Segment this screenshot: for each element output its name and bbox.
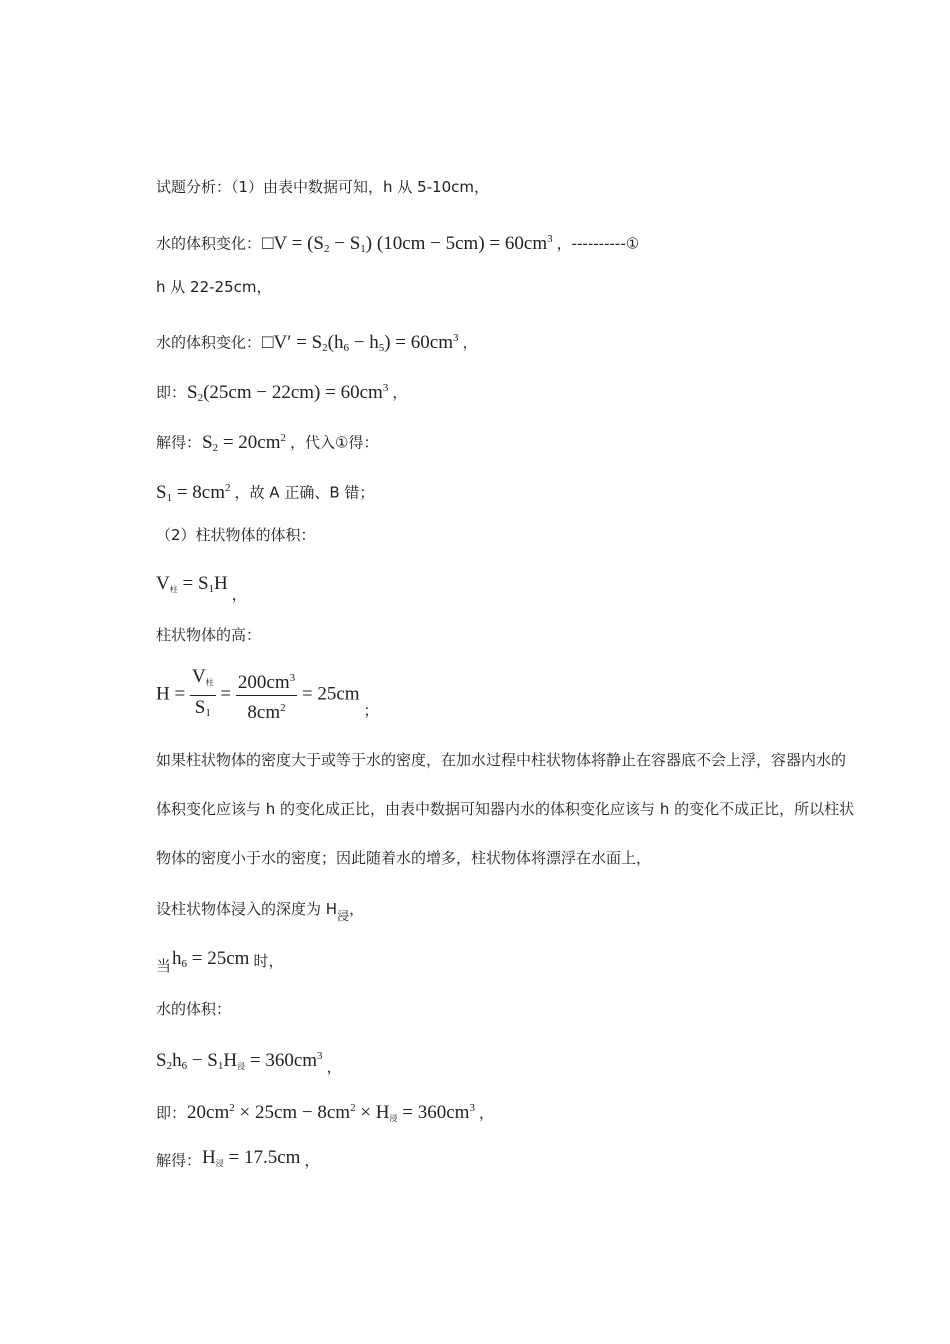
line-column-height: 柱状物体的高：: [156, 626, 262, 644]
formula-height-h: H = $\frac{V_柱}{S_1}$ = $\frac{200cm^3}{8cm^2}$ = 25cm: [156, 666, 360, 723]
formula-h6-value: $h_6 = 25cm$: [172, 948, 250, 970]
line-solve-s2: 解得：$S_2 = 20cm^2$ ，代入①得：: [156, 428, 378, 458]
fraction-v-over-s1: $\frac{V_柱}{S_1}$: [191, 666, 214, 719]
line-i-e-2: 即：$20cm^2 \times 25cm - 8cm^2 \times H_浸 = 360cm^3$ ，: [156, 1098, 494, 1129]
formula-numeric-equation: $20cm^2 \times 25cm - 8cm^2 \times H_浸 = 360cm^3$: [187, 1102, 475, 1123]
line-volume-change-1: 水的体积变化：□V = $(S_2 - S_1) (10cm - 5cm) = 60cm^3$ ，----------①: [156, 229, 639, 259]
fraction-200-over-8: $\frac{200cm^3}{8cm^2}$: [236, 667, 297, 724]
line-i-e-1: 即：$S_2(25cm - 22cm) = 60cm^3$ ，: [156, 378, 407, 408]
line-immersion-depth: 设柱状物体浸入的深度为 $H_浸$，: [156, 900, 365, 923]
line-height-formula: H = $\frac{V_柱}{S_1}$ = $\frac{200cm^3}{8cm^2}$ = 25cm；: [156, 666, 379, 723]
paragraph-line-2: 体积变化应该与 h 的变化成正比，由表中数据可知器内水的体积变化应该与 h 的变化不成正比，所以柱状: [156, 800, 855, 818]
formula-s1-value: $S_1 = 8cm^2$: [156, 482, 231, 504]
line-volume-equation: $S_2h_6 - S_1H_浸 = 360cm^3$，: [156, 1046, 342, 1077]
formula-s2-equation: $S_2(25cm - 22cm) = 60cm^3$: [187, 382, 389, 404]
paragraph-line-3: 物体的密度小于水的密度；因此随着水的增多，柱状物体将漂浮在水面上，: [156, 849, 652, 867]
line-water-volume: 水的体积：: [156, 1000, 232, 1018]
formula-volume-equation: $S_2h_6 - S_1H_浸 = 360cm^3$: [156, 1050, 323, 1072]
line-v-column: $V_柱 = S_1H$，: [156, 573, 247, 604]
formula-delta-v: □V = $(S_2 - S_1) (10cm - 5cm) = 60cm^3$: [262, 233, 553, 255]
line-s1-result: $S_1 = 8cm^2$ ，故 A 正确、B 错；: [156, 478, 374, 508]
formula-s2-value: $S_2 = 20cm^2$: [202, 432, 287, 454]
formula-h-immersed-value: $H_浸 = 17.5cm$: [202, 1147, 301, 1168]
line-analysis-intro: 试题分析：（1）由表中数据可知，h 从 5-10cm，: [156, 178, 489, 196]
line-solve-h-immersed: 解得：$H_浸 = 17.5cm$ ，: [156, 1148, 319, 1174]
formula-v-column: $V_柱 = S_1H$: [156, 573, 228, 595]
paragraph-line-1: 如果柱状物体的密度大于或等于水的密度，在加水过程中柱状物体将静止在容器底不会上浮，容器内水的: [156, 751, 847, 769]
line-h-range-2: h 从 22-25cm，: [156, 278, 272, 296]
formula-delta-v-prime: □V′ = $S_2(h_6 - h_5) = 60cm^3$: [262, 332, 459, 354]
line-part-2-volume: （2）柱状物体的体积：: [156, 526, 316, 544]
line-when-h6: 当$h_6 = 25cm$ 时，: [156, 948, 284, 975]
line-volume-change-2: 水的体积变化：□V′ = $S_2(h_6 - h_5) = 60cm^3$ ，: [156, 328, 478, 358]
